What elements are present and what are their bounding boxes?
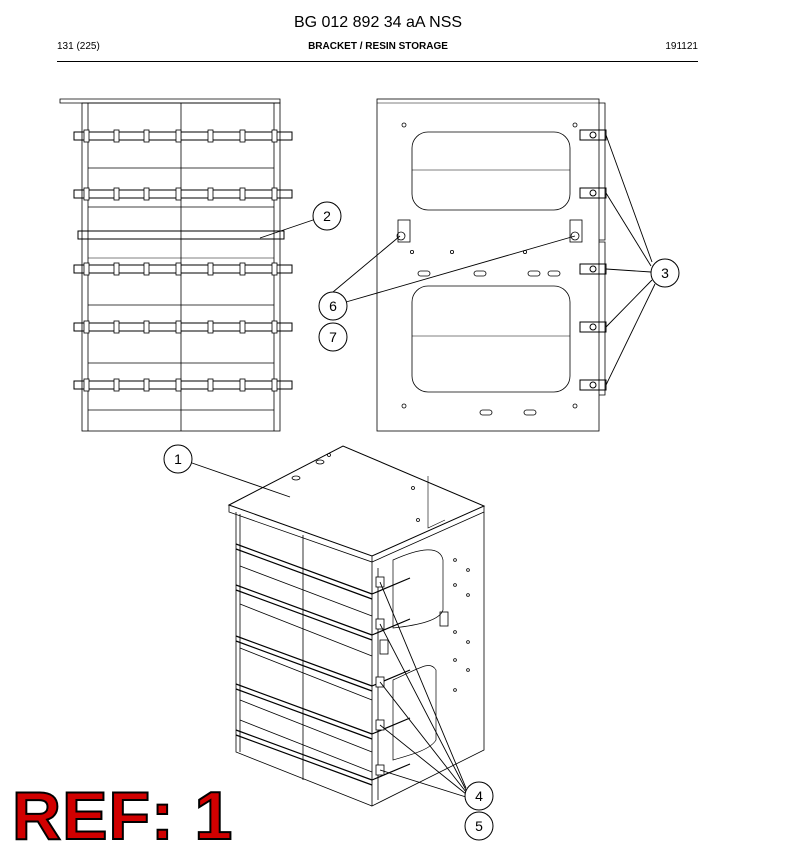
callout-5: 5 bbox=[475, 818, 483, 834]
callout-2: 2 bbox=[323, 208, 331, 224]
document-number: BG 012 892 34 aA NSS bbox=[293, 14, 463, 31]
front-view bbox=[60, 99, 292, 431]
callout-6: 6 bbox=[329, 298, 337, 314]
leader-lines bbox=[192, 135, 655, 797]
callout-3: 3 bbox=[661, 265, 669, 281]
isometric-view bbox=[229, 446, 484, 806]
callout-7: 7 bbox=[329, 329, 337, 345]
callout-4: 4 bbox=[475, 788, 483, 804]
side-view bbox=[377, 99, 606, 431]
reference-label: REF: 1 bbox=[12, 778, 234, 854]
document-code: 191121 bbox=[665, 41, 698, 52]
page-number: 131 (225) bbox=[57, 41, 100, 52]
callout-1: 1 bbox=[174, 451, 182, 467]
drawing-title: BRACKET / RESIN STORAGE bbox=[308, 41, 448, 52]
